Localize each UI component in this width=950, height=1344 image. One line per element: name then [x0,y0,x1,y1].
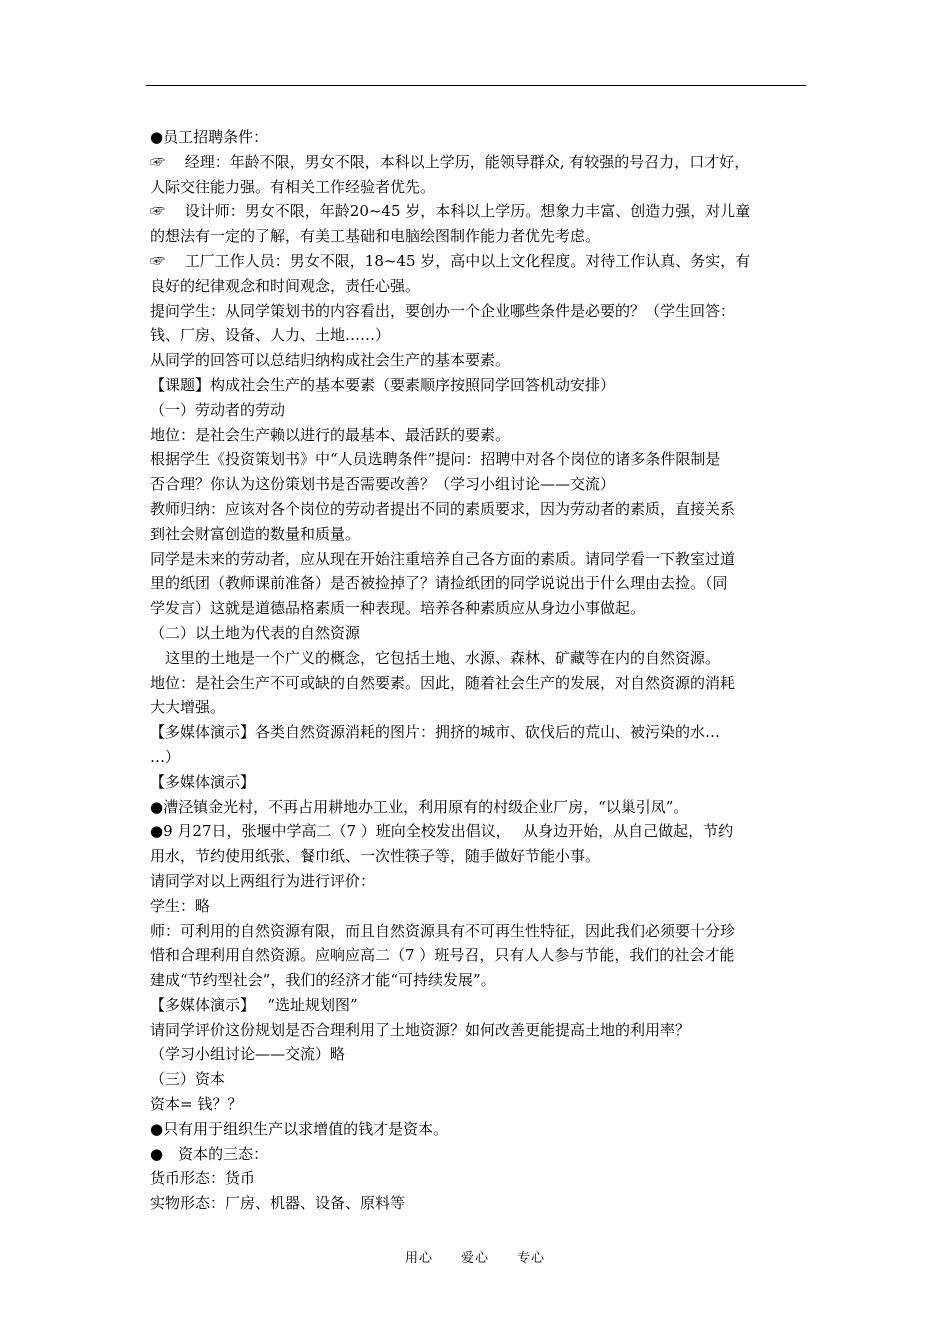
text-line: （学习小组讨论——交流）略 [150,1045,346,1064]
text-line: 用水，节约使用纸张、餐巾纸、一次性筷子等，随手做好节能小事。 [150,847,601,866]
text-line: 大大增强。 [150,698,226,717]
text-line: 同学是未来的劳动者，应从现在开始注重培养自己各方面的素质。请同学看一下教室过道 [150,549,736,568]
text-line: 地位：是社会生产赖以进行的最基本、最活跃的要素。 [150,425,511,444]
text-line: 到社会财富创造的数量和质量。 [150,524,361,543]
text-line: 否合理？你认为这份策划书是否需要改善？（学习小组讨论——交流） [150,475,616,494]
text-line: 从同学的回答可以总结归纳构成社会生产的基本要素。 [150,351,511,370]
header-rule [146,85,806,86]
text-line: 货币形态：货币 [150,1169,256,1188]
text-line: ●漕泾镇金光村，不再占用耕地办工业，利用原有的村级企业厂房，“以巢引凤”。 [150,797,689,816]
text-line: ●只有用于组织生产以求增值的钱才是资本。 [150,1119,449,1138]
text-line: ● 资本的三态： [150,1144,269,1163]
text-line: 请同学评价这份规划是否合理利用了土地资源？如何改善更能提高土地的利用率？ [150,1020,691,1039]
text-line: 地位：是社会生产不可或缺的自然要素。因此，随着社会生产的发展，对自然资源的消耗 [150,673,736,692]
text-line: 这里的土地是一个广义的概念，它包括土地、水源、森林、矿藏等在内的自然资源。 [150,648,721,667]
footer-motto-item: 爱心 [460,1251,489,1266]
text-line: 的想法有一定的了解，有美工基础和电脑绘图制作能力者优先考虑。 [150,227,601,246]
text-line: （一）劳动者的劳动 [150,400,286,419]
text-line: 建成“节约型社会”，我们的经济才能“可持续发展”。 [150,971,496,990]
text-line: 良好的纪律观念和时间观念，责任心强。 [150,276,421,295]
text-line: （二）以土地为代表的自然资源 [150,623,361,642]
text-line: ●员工招聘条件： [150,128,269,146]
footer-motto-item: 用心 [404,1251,433,1266]
text-line: ●9 月27日，张堰中学高二（7 ）班向全校发出倡议， 从身边开始，从自己做起，节约 [150,822,734,841]
text-line: ☞ 工厂工作人员：男女不限，18~45 岁，高中以上文化程度。对待工作认真、务实，有 [150,251,751,270]
text-line: 惜和合理利用自然资源。应响应高二（7 ）班号召，只有人人参与节能，我们的社会才能 [150,946,735,965]
text-line: 教师归纳：应该对各个岗位的劳动者提出不同的素质要求，因为劳动者的素质，直接关系 [150,499,736,518]
text-line: 学发言）这就是道德品格素质一种表现。培养各种素质应从身边小事做起。 [150,599,646,618]
text-line: 师：可利用的自然资源有限，而且自然资源具有不可再生性特征，因此我们必须要十分珍 [150,921,736,940]
footer-motto-item: 专心 [517,1251,546,1266]
text-line: 请同学对以上两组行为进行评价： [150,871,376,890]
text-line: 里的纸团（教师课前准备）是否被捡掉了？请捡纸团的同学说说出于什么理由去捡。（同 [150,574,728,593]
document-body [150,125,805,1216]
text-line: 钱、厂房、设备、人力、土地……） [150,326,391,345]
text-line: ☞ 经理：年龄不限，男女不限，本科以上学历，能领导群众, 有较强的号召力，口才好， [150,152,750,171]
page-footer [0,1247,950,1266]
text-line: …） [150,747,181,766]
text-line: 【多媒体演示】 “选址规划图” [150,995,358,1014]
text-line: 【多媒体演示】各类自然资源消耗的图片：拥挤的城市、砍伐后的荒山、被污染的水… [150,723,721,742]
text-line: 【多媒体演示】 [150,772,256,791]
text-line: （三）资本 [150,1070,226,1089]
text-line: 人际交往能力强。有相关工作经验者优先。 [150,177,436,196]
text-line: 根据学生《投资策划书》中“人员选聘条件”提问：招聘中对各个岗位的诸多条件限制是 [150,450,721,469]
text-line: 提问学生：从同学策划书的内容看出，要创办一个企业哪些条件是必要的？（学生回答： [150,301,736,320]
text-line: 资本= 钱？？ [150,1095,243,1114]
text-line: 【课题】构成社会生产的基本要素（要素顺序按照同学回答机动安排） [150,375,616,394]
text-line: 实物形态：厂房、机器、设备、原料等 [150,1194,406,1213]
text-line: ☞ 设计师：男女不限，年龄20~45 岁，本科以上学历。想象力丰富、创造力强，对儿童 [150,202,751,221]
text-line: 学生：略 [150,896,211,915]
